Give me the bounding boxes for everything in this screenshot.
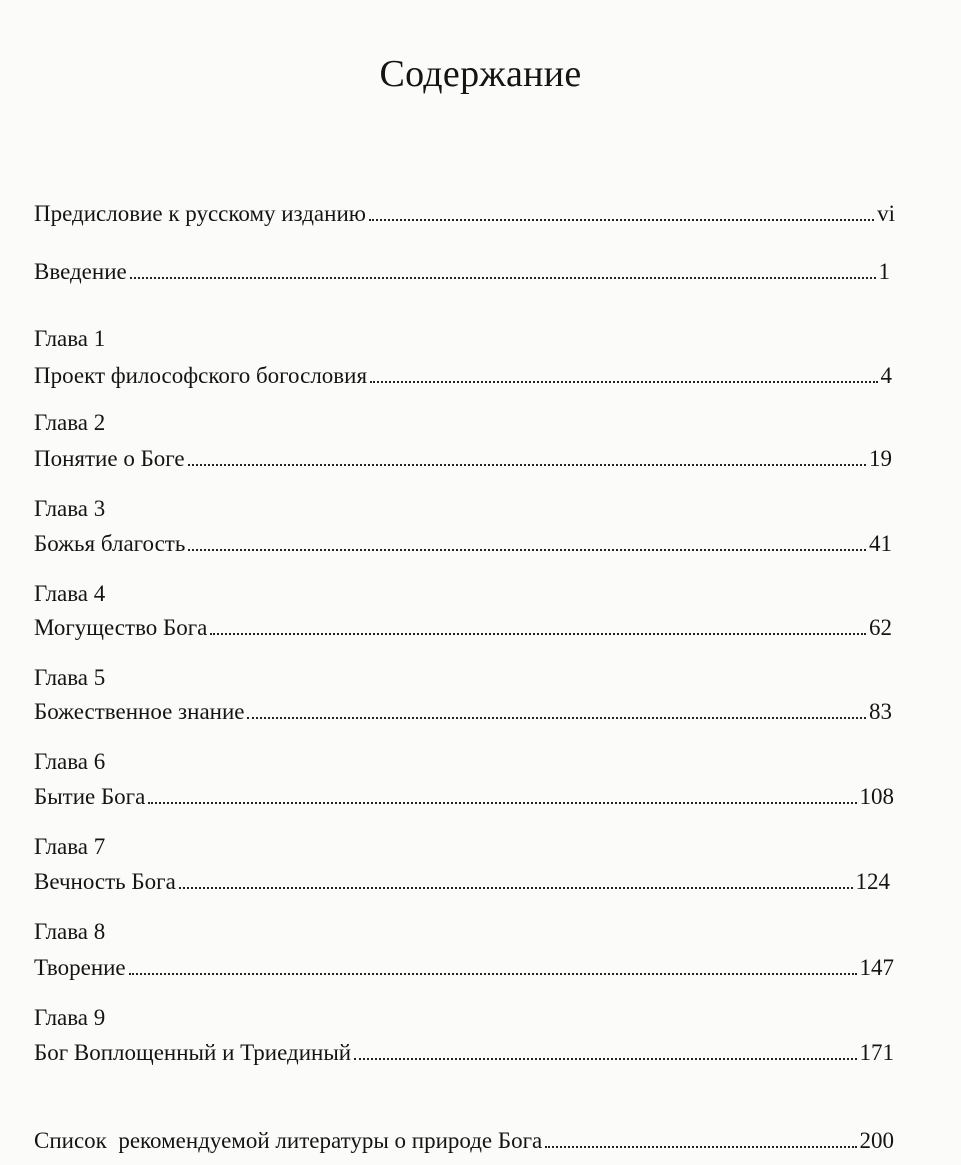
dot-leader <box>370 381 877 383</box>
toc-entry-chapter-6[interactable] <box>34 783 894 811</box>
toc-entry-page: 62 <box>869 615 892 640</box>
toc-entry-bibliography[interactable] <box>34 1127 894 1155</box>
page-title: Содержание <box>379 53 582 95</box>
toc-entry-title: Могущество Бога <box>34 615 208 640</box>
toc-entry-title: Божественное знание <box>34 699 245 724</box>
toc-entry-page: vi <box>877 201 895 226</box>
toc-entry-page: 200 <box>859 1128 894 1153</box>
toc-entry-page: 1 <box>878 259 890 284</box>
toc-entry-chapter-5[interactable] <box>34 698 892 726</box>
toc-entry-page: 147 <box>859 955 894 980</box>
toc-entry-page: 4 <box>880 363 892 388</box>
dot-leader <box>247 717 866 719</box>
toc-entry-title: Проект философского богословия <box>34 363 368 388</box>
dot-leader <box>188 464 866 466</box>
chapter-label: Глава 3 <box>34 496 106 521</box>
chapter-label: Глава 9 <box>34 1005 106 1030</box>
chapter-label: Глава 4 <box>34 581 106 606</box>
toc-entry-page: 83 <box>869 699 892 724</box>
toc-entry-page: 108 <box>859 784 894 809</box>
dot-leader <box>179 887 853 889</box>
toc-entry-page: 124 <box>855 869 890 894</box>
dot-leader <box>369 219 874 221</box>
dot-leader <box>130 277 876 279</box>
dot-leader <box>210 633 866 635</box>
dot-leader <box>188 549 866 551</box>
toc-entry-title: Список рекомендуемой литературы о природе Бога <box>34 1128 543 1153</box>
toc-entry-title: Введение <box>34 259 127 284</box>
toc-entry-chapter-2[interactable] <box>34 445 892 473</box>
dot-leader <box>129 973 857 975</box>
toc-entry-title: Бог Воплощенный и Триединый <box>34 1040 352 1065</box>
toc-entry-chapter-3[interactable] <box>34 530 892 558</box>
dot-leader <box>545 1146 856 1148</box>
chapter-label: Глава 1 <box>34 326 106 351</box>
toc-entry-chapter-9[interactable] <box>34 1039 894 1067</box>
toc-entry-page: 41 <box>869 531 892 556</box>
toc-entry-title: Бытие Бога <box>34 784 146 809</box>
toc-entry-chapter-1[interactable] <box>34 362 892 390</box>
dot-leader <box>148 802 856 804</box>
toc-entry-chapter-4[interactable] <box>34 614 892 642</box>
chapter-label: Глава 6 <box>34 749 106 774</box>
toc-entry-page: 19 <box>869 446 892 471</box>
toc-entry-title: Понятие о Боге <box>34 446 185 471</box>
toc-entry-chapter-7[interactable] <box>34 868 890 896</box>
toc-entry-introduction[interactable] <box>34 258 890 286</box>
chapter-label: Глава 7 <box>34 834 106 859</box>
chapter-label: Глава 5 <box>34 665 106 690</box>
chapter-label: Глава 8 <box>34 919 106 944</box>
dot-leader <box>354 1058 856 1060</box>
toc-entry-title: Творение <box>34 955 126 980</box>
chapter-label: Глава 2 <box>34 410 106 435</box>
toc-entry-chapter-8[interactable] <box>34 954 894 982</box>
toc-entry-page: 171 <box>859 1040 894 1065</box>
toc-entry-preface[interactable] <box>34 200 895 228</box>
toc-entry-title: Божья благость <box>34 531 186 556</box>
toc-entry-title: Предисловие к русскому изданию <box>34 201 366 226</box>
toc-entry-title: Вечность Бога <box>34 869 176 894</box>
